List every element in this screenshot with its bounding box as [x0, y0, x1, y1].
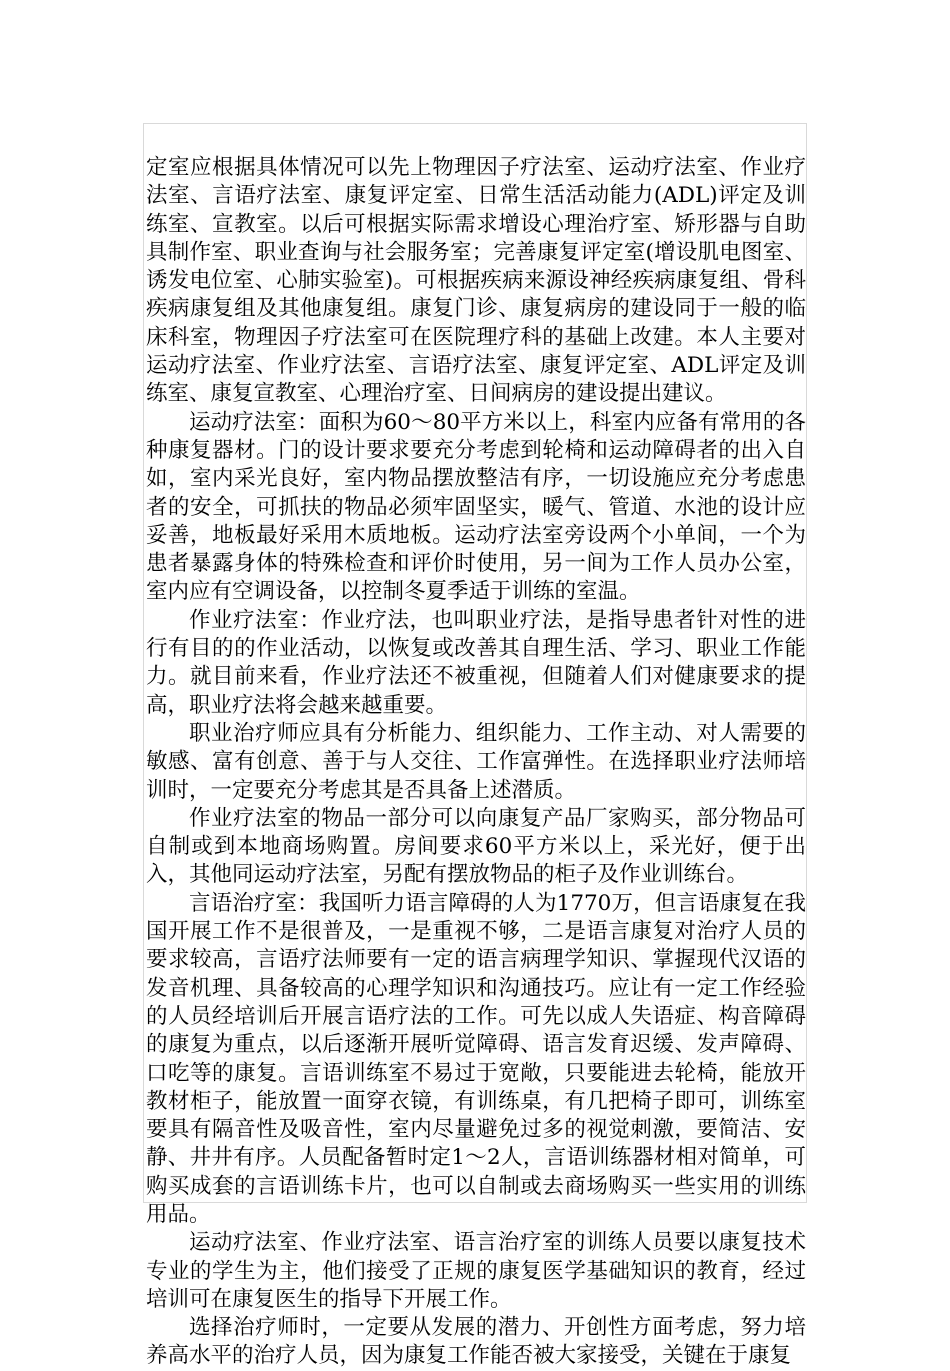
- paragraph-intro: 定室应根据具体情况可以先上物理因子疗法室、运动疗法室、作业疗法室、言语疗法室、康复评定室、日常生活活动能力(ADL)评定及训练室、宣教室。以后可根据实际需求增设心理治疗室、矫形器与自助具制作室、职业查询与社会服务室；完善康复评定室(增设肌电图室、诱发电位室、心肺实验室)。可根据疾病来源设神经疾病康复组、骨科疾病康复组及其他康复组。康复门诊、康复病房的建设同于一般的临床科室，物理因子疗法室可在医院理疗科的基础上改建。本人主要对运动疗法室、作业疗法室、言语疗法室、康复评定室、ADL评定及训练室、康复宣教室、心理治疗室、日间病房的建设提出建议。: [146, 155, 806, 407]
- paragraph-occupational-therapy-supplies: 作业疗法室的物品一部分可以向康复产品厂家购买，部分物品可自制或到本地商场购置。房间要求60平方米以上，采光好，便于出入，其他同运动疗法室，另配有摆放物品的柜子及作业训练台。: [146, 805, 806, 888]
- paragraph-exercise-therapy-room: 运动疗法室：面积为60～80平方米以上，科室内应备有常用的各种康复器材。门的设计要求要充分考虑到轮椅和运动障碍者的出入自如，室内采光良好，室内物品摆放整洁有序，一切设施应充分考虑患者的安全，可抓扶的物品必须牢固坚实，暖气、管道、水池的设计应妥善，地板最好采用木质地板。运动疗法室旁设两个小单间，一个为患者暴露身体的特殊检查和评价时使用，另一间为工作人员办公室，室内应有空调设备，以控制冬夏季适于训练的室温。: [146, 409, 806, 605]
- paragraph-selecting-therapists: 选择治疗师时，一定要从发展的潜力、开创性方面考虑，努力培养高水平的治疗人员，因为康复工作能否被大家接受，关键在于康复: [146, 1315, 806, 1369]
- paragraph-speech-therapy-room: 言语治疗室：我国听力语言障碍的人为1770万，但言语康复在我国开展工作不是很普及，一是重视不够，二是语言康复对治疗人员的要求较高，言语疗法师要有一定的语言病理学知识、掌握现代汉语的发音机理、具备较高的心理学知识和沟通技巧。应让有一定工作经验的人员经培训后开展言语疗法的工作。可先以成人失语症、构音障碍的康复为重点，以后逐渐开展听觉障碍、语言发育迟缓、发声障碍、口吃等的康复。言语训练室不易过于宽敞，只要能进去轮椅，能放开教材柜子，能放置一面穿衣镜，有训练桌，有几把椅子即可，训练室要具有隔音性及吸音性，室内尽量避免过多的视觉刺激，要简洁、安静、井井有序。人员配备暂时定1～2人，言语训练器材相对简单，可购买成套的言语训练卡片，也可以自制或去商场购买一些实用的训练用品。: [146, 890, 806, 1227]
- document-body: [146, 154, 806, 1371]
- paragraph-occupational-therapy-room: 作业疗法室：作业疗法，也叫职业疗法，是指导患者针对性的进行有目的的作业活动，以恢复或改善其自理生活、学习、职业工作能力。就目前来看，作业疗法还不被重视，但随着人们对健康要求的提高，职业疗法将会越来越重要。: [146, 607, 806, 718]
- paragraph-occupational-therapist: 职业治疗师应具有分析能力、组织能力、工作主动、对人需要的敏感、富有创意、善于与人交往、工作富弹性。在选择职业疗法师培训时，一定要充分考虑其是否具备上述潜质。: [146, 720, 806, 803]
- paragraph-training-staff: 运动疗法室、作业疗法室、语言治疗室的训练人员要以康复技术专业的学生为主，他们接受了正规的康复医学基础知识的教育，经过培训可在康复医生的指导下开展工作。: [146, 1230, 806, 1312]
- document-page: [143, 123, 807, 1369]
